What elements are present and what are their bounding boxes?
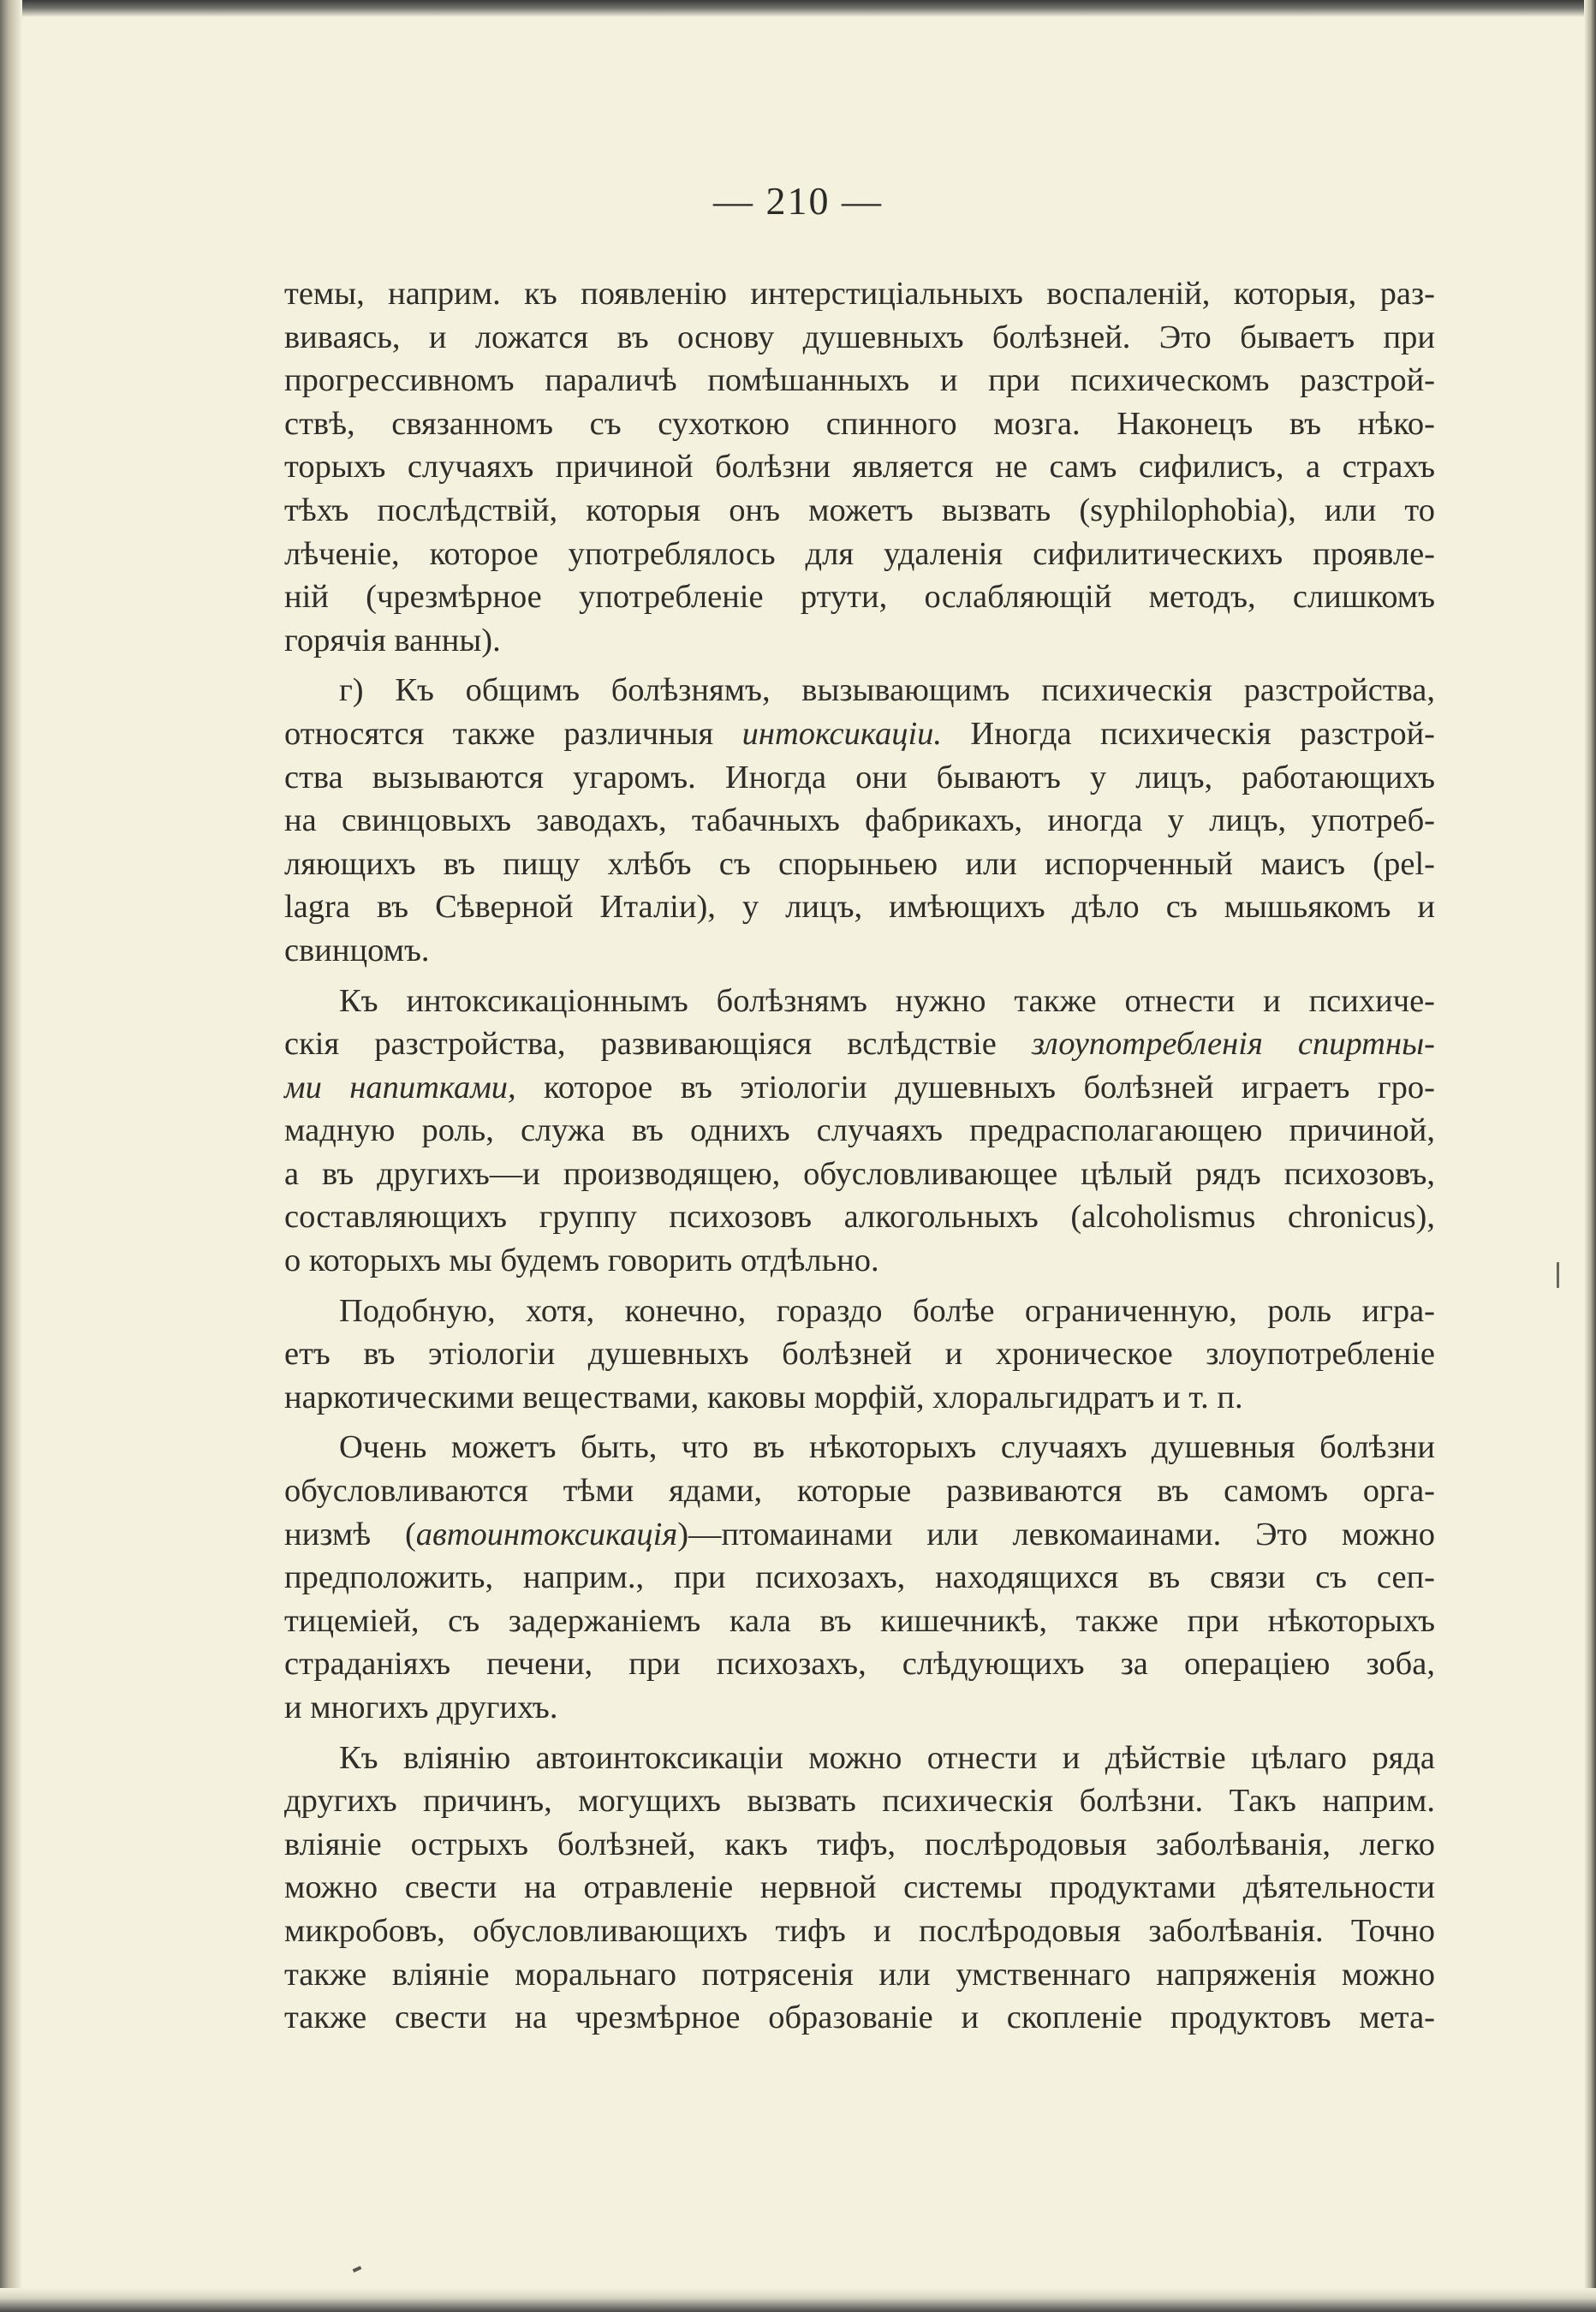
- text-line: [284, 1823, 1435, 1867]
- line-text: виваясь, и ложатся въ основу душевныхъ болѣзней. Это бываетъ при: [284, 319, 1435, 355]
- text-line: [284, 1556, 1435, 1600]
- paragraph-gap: [284, 1283, 1435, 1290]
- line-text: наркотическими веществами, каковы морфій, хлоральгидратъ и т. п.: [284, 1379, 1243, 1415]
- text-line: [284, 799, 1435, 843]
- line-text: низмѣ (: [284, 1516, 416, 1552]
- text-line: [284, 1195, 1435, 1239]
- line-text: лѣченіе, которое употреблялось для удаленія сифилитическихъ проявле-: [284, 535, 1435, 572]
- line-text: и многихъ другихъ.: [284, 1689, 558, 1725]
- line-text: страданіяхъ печени, при психозахъ, слѣдующихъ за операціею зоба,: [284, 1646, 1435, 1683]
- margin-mark: [1557, 1262, 1559, 1288]
- text-line: [284, 1332, 1435, 1376]
- text-line: [284, 316, 1435, 360]
- left-page-edge: [0, 0, 22, 2312]
- line-text: скія разстройства, развивающіяся вслѣдствіе: [284, 1026, 1032, 1063]
- text-line: [284, 1686, 1435, 1730]
- line-text: микробовъ, обусловливающихъ тифъ и послѣродовыя заболѣванія. Точно: [284, 1912, 1435, 1949]
- text-line: [284, 885, 1435, 929]
- line-text: Къ вліянію автоинтоксикаціи можно отнести и дѣйствіе цѣлаго ряда: [339, 1739, 1435, 1776]
- paragraph-gap: [284, 973, 1435, 980]
- text-line: [284, 1426, 1435, 1469]
- line-text: ства вызываются угаромъ. Иногда они бываютъ у лицъ, работающихъ: [284, 759, 1435, 795]
- text-line: [284, 1376, 1435, 1420]
- text-line: [284, 272, 1435, 316]
- line-text: тицеміей, съ задержаніемъ кала въ кишечникѣ, также при нѣкоторыхъ: [284, 1602, 1435, 1639]
- line-text: ній (чрезмѣрное употребленіе ртути, ослабляющій методъ, слишкомъ: [284, 579, 1435, 616]
- text-line: [284, 712, 1435, 756]
- text-line: [284, 1600, 1435, 1643]
- line-text: составляющихъ группу психозовъ алкогольныхъ (alcoholismus chronicus),: [284, 1199, 1435, 1236]
- line-text: ствѣ, связанномъ съ сухоткою спинного мозга. Наконецъ въ нѣко-: [284, 405, 1435, 442]
- line-text: а въ другихъ—и производящею, обусловливающее цѣлый рядъ психозовъ,: [284, 1155, 1435, 1192]
- line-text: другихъ причинъ, могущихъ вызвать психическія болѣзни. Такъ наприм.: [284, 1783, 1435, 1820]
- line-text: также вліяніе моральнаго потрясенія или умственнаго напряженія можно: [284, 1956, 1435, 1993]
- text-line: [284, 619, 1435, 663]
- text-line: [284, 402, 1435, 446]
- line-text: ляющихъ въ пищу хлѣбъ съ спорыньею или испорченный маисъ (pel-: [284, 845, 1435, 882]
- text-line: [284, 575, 1435, 619]
- line-text: Подобную, хотя, конечно, гораздо болѣе ограниченную, роль игра-: [339, 1292, 1435, 1329]
- text-line: [284, 1109, 1435, 1153]
- text-line: [284, 533, 1435, 576]
- text-line: [284, 980, 1435, 1023]
- text-line: [284, 929, 1435, 973]
- line-text: Къ интоксикаціоннымъ болѣзнямъ нужно также отнести и психиче-: [339, 982, 1435, 1019]
- bottom-scan-shadow: [0, 2288, 1596, 2312]
- text-line: [284, 1953, 1435, 1997]
- text-line: [284, 359, 1435, 402]
- text-line: [284, 1866, 1435, 1910]
- text-line: [284, 1469, 1435, 1513]
- text-line: [284, 489, 1435, 533]
- paragraph-gap: [284, 1730, 1435, 1737]
- text-line: [284, 1153, 1435, 1196]
- text-line: [284, 1290, 1435, 1333]
- line-text: )—птомаинами или левкомаинами. Это можно: [677, 1516, 1435, 1552]
- line-text: етъ въ этіологіи душевныхъ болѣзней и хроническое злоупотребленіе: [284, 1336, 1435, 1373]
- line-text: горячія ванны).: [284, 622, 501, 658]
- text-line: [284, 843, 1435, 886]
- paragraph-gap: [284, 1419, 1435, 1426]
- line-text: тѣхъ послѣдствій, которыя онъ можетъ вызвать (syphilophobia), или то: [284, 492, 1435, 528]
- text-line: [284, 1737, 1435, 1780]
- line-text: мадную роль, служа въ однихъ случаяхъ предрасполагающею причиной,: [284, 1112, 1435, 1149]
- text-line: [284, 445, 1435, 489]
- text-line: [284, 1910, 1435, 1953]
- body-text: [284, 272, 1435, 2040]
- right-page-edge: [1584, 0, 1596, 2312]
- text-line: [284, 1779, 1435, 1823]
- line-text: Иногда психическія разстрой-: [942, 715, 1435, 752]
- text-line: [284, 756, 1435, 800]
- line-text: вліяніе острыхъ болѣзней, какъ тифъ, послѣродовыя заболѣванія, легко: [284, 1826, 1435, 1862]
- line-text: прогрессивномъ параличѣ помѣшанныхъ и при психическомъ разстрой-: [284, 362, 1435, 399]
- ink-speck: [353, 2266, 362, 2273]
- line-text: Очень можетъ быть, что въ нѣкоторыхъ случаяхъ душевныя болѣзни: [339, 1429, 1435, 1466]
- text-line: [284, 1642, 1435, 1686]
- line-text: торыхъ случаяхъ причиной болѣзни является не самъ сифилисъ, а страхъ: [284, 449, 1435, 486]
- line-text: можно свести на отравленіе нервной системы продуктами дѣятельности: [284, 1869, 1435, 1906]
- line-text: свинцомъ.: [284, 932, 430, 968]
- line-text: относятся также различныя: [284, 715, 742, 752]
- line-text: предположить, наприм., при психозахъ, находящихся въ связи съ сеп-: [284, 1559, 1435, 1596]
- line-text: г) Къ общимъ болѣзнямъ, вызывающимъ психическія разстройства,: [339, 672, 1435, 709]
- line-text: также свести на чрезмѣрное образованіе и скопленіе продуктовъ мета-: [284, 1999, 1435, 2036]
- text-line: [284, 669, 1435, 712]
- text-line: [284, 1996, 1435, 2040]
- line-text: которое въ этіологіи душевныхъ болѣзней играетъ гро-: [515, 1069, 1436, 1105]
- line-text: темы, наприм. къ появленію интерстиціальныхъ воспаленій, которыя, раз-: [284, 276, 1435, 312]
- italic-term: автоинтоксикація: [415, 1516, 678, 1552]
- page-number: — 210 —: [713, 179, 883, 223]
- italic-term: ми напитками,: [284, 1069, 516, 1105]
- line-text: lagra въ Сѣверной Италіи), у лицъ, имѣющихъ дѣло съ мышьякомъ и: [284, 889, 1435, 926]
- text-line: [284, 1022, 1435, 1066]
- line-text: обусловливаются тѣми ядами, которые развиваются въ самомъ орга-: [284, 1473, 1435, 1510]
- line-text: на свинцовыхъ заводахъ, табачныхъ фабрикахъ, иногда у лицъ, употреб-: [284, 802, 1435, 839]
- text-line: [284, 1066, 1435, 1110]
- text-line: [284, 1239, 1435, 1283]
- italic-term: интоксикаціи.: [741, 715, 943, 752]
- top-scan-shadow: [0, 0, 1596, 17]
- text-line: [284, 1513, 1435, 1557]
- italic-term: злоупотребленія спиртны-: [1031, 1026, 1435, 1063]
- line-text: о которыхъ мы будемъ говорить отдѣльно.: [284, 1242, 879, 1279]
- paragraph-gap: [284, 662, 1435, 669]
